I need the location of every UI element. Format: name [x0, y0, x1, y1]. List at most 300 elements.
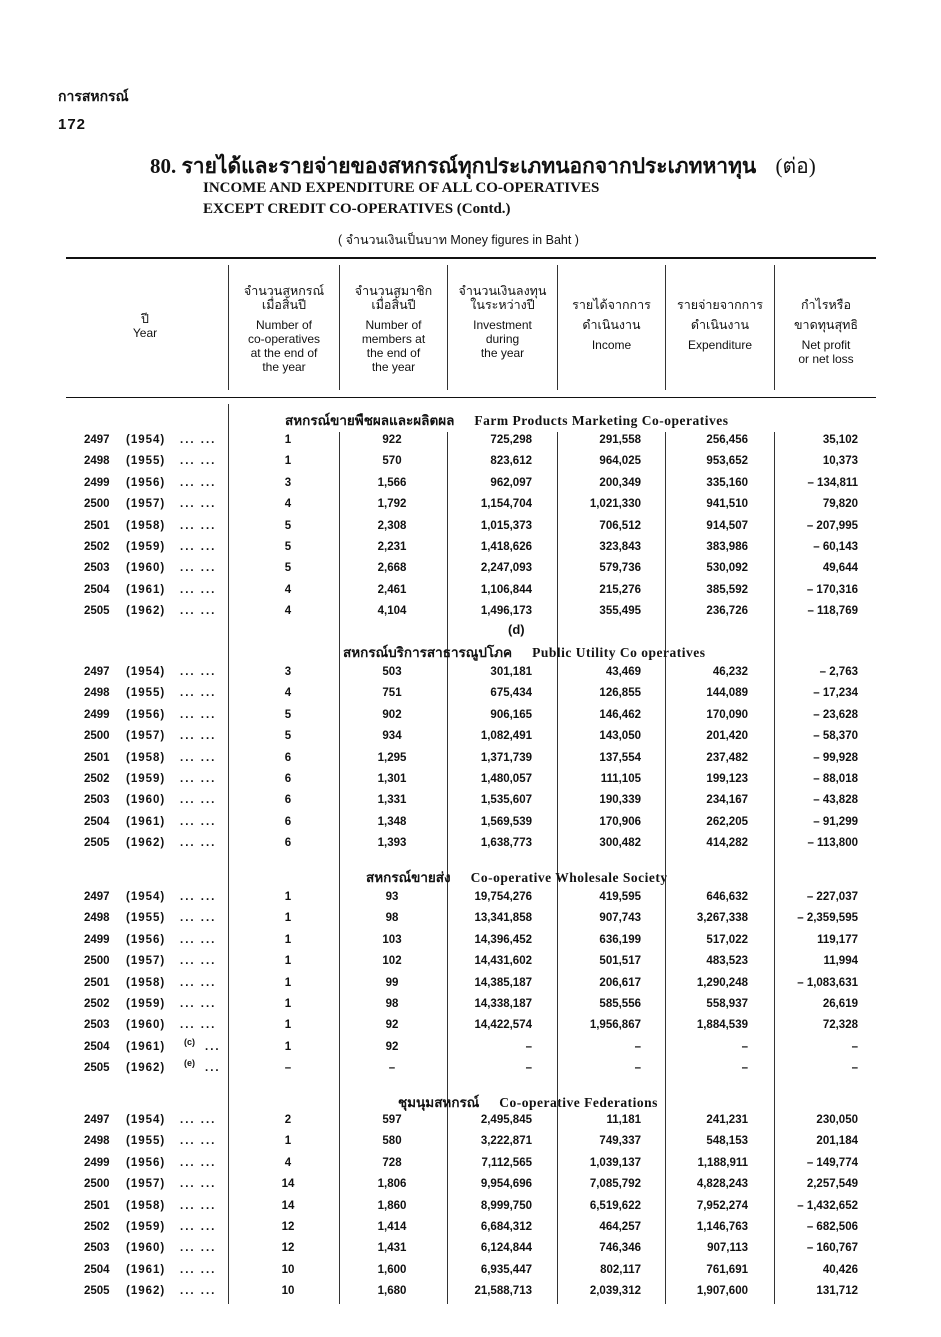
table-row	[0, 1058, 941, 1083]
cell-year-ce: (1960)	[126, 794, 166, 807]
col-header-netprofit-th1: กำไรหรือ	[800, 298, 852, 312]
cell-year-ce: (1959)	[126, 773, 166, 785]
cell-number: 3	[284, 666, 292, 678]
cell-investment: 1,082,491	[480, 730, 532, 743]
cell-year-ce: (1954)	[126, 666, 166, 678]
cell-members: 1,792	[377, 498, 407, 511]
cell-net-profit: 72,328	[822, 1019, 858, 1032]
cell-members: 934	[382, 730, 402, 743]
cell-income: 143,050	[599, 730, 641, 743]
title-english-line2: EXCEPT CREDIT CO-OPERATIVES (Contd.)	[203, 201, 511, 217]
cell-number: 4	[284, 605, 292, 618]
money-unit-note: ( จำนวนเงินเป็นบาท Money figures in Baht )	[338, 233, 579, 247]
cell-year-be: 2505	[84, 1285, 110, 1298]
cell-expenditure: 46,232	[712, 666, 748, 678]
cell-year-ce: (1955)	[126, 1135, 166, 1148]
table-row	[0, 1178, 941, 1199]
table-row	[0, 1135, 941, 1156]
cell-footnote-ref: (e)	[184, 1058, 195, 1069]
cell-income: 215,276	[599, 583, 641, 596]
cell-expenditure: 170,090	[706, 708, 748, 721]
table-row	[0, 934, 941, 955]
cell-net-profit: 11,994	[823, 955, 858, 968]
cell-number: 1	[284, 998, 292, 1010]
table-top-rule	[66, 257, 876, 259]
cell-leader-dots: ... ...	[180, 605, 217, 618]
cell-number: 1	[284, 1135, 292, 1148]
table-row	[0, 434, 941, 455]
header-divider	[228, 265, 229, 390]
cell-income: 636,199	[599, 933, 641, 946]
cell-year-be: 2501	[84, 751, 110, 764]
cell-year-be: 2499	[84, 1156, 110, 1169]
cell-investment: 1,569,539	[480, 815, 532, 828]
cell-year-be: 2502	[84, 998, 110, 1010]
cell-year-ce: (1955)	[126, 455, 166, 468]
cell-income: 802,117	[600, 1263, 641, 1276]
cell-expenditure: 144,089	[706, 687, 748, 700]
col-header-investment	[449, 284, 556, 360]
cell-investment: 6,124,844	[480, 1242, 532, 1255]
cell-number: 6	[284, 837, 292, 850]
col-header-number	[230, 284, 338, 374]
cell-members: 92	[385, 1040, 399, 1053]
cell-expenditure: 558,937	[706, 998, 748, 1010]
cell-year-be: 2504	[84, 1040, 110, 1053]
table-number: 80.	[150, 154, 177, 178]
cell-leader-dots: ... ...	[180, 1019, 217, 1032]
cell-investment: 14,422,574	[474, 1019, 532, 1032]
cell-net-profit: – 1,432,652	[797, 1199, 858, 1212]
table-row	[0, 455, 941, 476]
cell-footnote-ref: (c)	[184, 1036, 195, 1047]
cell-number: –	[284, 1062, 292, 1075]
cell-members: 2,308	[377, 519, 407, 532]
cell-income: 749,337	[599, 1135, 641, 1148]
cell-expenditure: 385,592	[706, 583, 748, 596]
cell-leader-dots: ... ...	[180, 541, 217, 553]
table-row	[0, 998, 941, 1019]
footnote-marker: (d)	[508, 622, 525, 637]
col-header-members-th1: จำนวนสมาชิก	[354, 284, 433, 298]
cell-year-be: 2499	[84, 476, 110, 489]
cell-income: 190,339	[599, 794, 641, 807]
cell-number: 5	[284, 519, 292, 532]
cell-net-profit: – 58,370	[813, 730, 858, 743]
cell-net-profit: 230,050	[816, 1114, 858, 1126]
cell-net-profit: 119,177	[817, 933, 858, 946]
cell-year-ce: (1962)	[126, 1285, 166, 1298]
cell-income: 126,855	[599, 687, 641, 700]
section-title-thai: สหกรณ์ขายส่ง	[366, 870, 451, 885]
table-title-english	[203, 178, 599, 220]
col-header-investment-en3: the year	[480, 346, 525, 360]
table-title-thai-text: รายได้และรายจ่ายของสหกรณ์ทุกประเภทนอกจากประเภทหาทุน	[181, 154, 757, 178]
cell-year-be: 2497	[84, 1114, 110, 1126]
cell-year-ce: (1961)	[126, 1263, 166, 1276]
cell-year-ce: (1954)	[126, 434, 166, 446]
cell-leader-dots: ... ...	[180, 1114, 217, 1126]
cell-members: 1,860	[377, 1199, 407, 1212]
title-english-line1: INCOME AND EXPENDITURE OF ALL CO-OPERATIVES	[203, 180, 600, 196]
cell-expenditure: 241,231	[706, 1114, 748, 1126]
cell-year-be: 2504	[84, 1263, 110, 1276]
cell-members: 922	[382, 434, 402, 446]
cell-investment: 14,385,187	[474, 976, 532, 989]
cell-number: 10	[281, 1263, 295, 1276]
cell-leader-dots: ... ...	[180, 519, 217, 532]
cell-leader-dots: ... ...	[180, 976, 217, 989]
cell-income: 419,595	[599, 891, 641, 903]
cell-leader-dots: ... ...	[180, 837, 217, 850]
cell-income: 355,495	[599, 605, 641, 618]
cell-members: 1,301	[377, 773, 407, 785]
table-row	[0, 1019, 941, 1040]
cell-expenditure: 383,986	[706, 541, 748, 553]
cell-expenditure: 201,420	[706, 730, 748, 743]
cell-investment: –	[525, 1062, 532, 1075]
cell-year-ce: (1957)	[126, 730, 166, 743]
cell-year-be: 2499	[84, 708, 110, 721]
cell-year-ce: (1960)	[126, 1019, 166, 1032]
section-title	[398, 1091, 658, 1113]
cell-income: 323,843	[599, 541, 641, 553]
col-header-year-en: Year	[132, 326, 158, 340]
cell-expenditure: 256,456	[706, 434, 748, 446]
col-header-expenditure-th2: ดำเนินงาน	[690, 318, 750, 332]
cell-net-profit: 26,619	[822, 998, 858, 1010]
col-header-netprofit	[776, 298, 876, 366]
cell-members: 597	[382, 1114, 402, 1126]
cell-investment: 8,999,750	[480, 1199, 532, 1212]
section-title-english: Co-operative Wholesale Society	[470, 870, 668, 885]
continued-mark: (ต่อ)	[775, 154, 816, 178]
cell-investment: 2,495,845	[480, 1114, 532, 1126]
cell-income: 1,021,330	[589, 498, 641, 511]
table-row	[0, 1200, 941, 1221]
cell-net-profit: – 113,800	[807, 837, 858, 850]
cell-net-profit: 201,184	[816, 1135, 858, 1148]
col-header-expenditure-th1: รายจ่ายจากการ	[677, 298, 763, 312]
cell-year-be: 2500	[84, 730, 110, 743]
cell-leader-dots: ... ...	[180, 562, 217, 575]
cell-number: 5	[284, 562, 292, 575]
section-title-thai: สหกรณ์ขายพืชผลและผลิตผล	[285, 413, 455, 428]
table-row	[0, 1114, 941, 1135]
cell-net-profit: –	[851, 1040, 858, 1053]
cell-year-be: 2505	[84, 837, 110, 850]
table-row	[0, 709, 941, 730]
table-row	[0, 584, 941, 605]
cell-net-profit: 49,644	[822, 562, 858, 575]
cell-leader-dots: ... ...	[180, 1178, 217, 1191]
cell-year-ce: (1957)	[126, 955, 166, 968]
cell-expenditure: 548,153	[706, 1135, 748, 1148]
table-row	[0, 891, 941, 912]
cell-members: 98	[385, 998, 399, 1010]
cell-members: 1,566	[377, 476, 407, 489]
cell-year-ce: (1957)	[126, 498, 166, 511]
cell-investment: 6,935,447	[480, 1263, 532, 1276]
cell-members: 1,680	[377, 1285, 407, 1298]
cell-net-profit: – 91,299	[813, 815, 858, 828]
cell-expenditure: 236,726	[706, 605, 748, 618]
cell-income: 706,512	[599, 519, 641, 532]
cell-investment: 1,480,057	[480, 773, 532, 785]
cell-number: 4	[284, 1156, 292, 1169]
cell-expenditure: 907,113	[707, 1242, 748, 1255]
cell-year-be: 2503	[84, 794, 110, 807]
table-row	[0, 837, 941, 858]
cell-year-ce: (1954)	[126, 1114, 166, 1126]
table-row	[0, 541, 941, 562]
table-row	[0, 666, 941, 687]
table-row	[0, 1242, 941, 1263]
cell-year-ce: (1958)	[126, 751, 166, 764]
cell-net-profit: 131,712	[816, 1285, 858, 1298]
cell-investment: 7,112,565	[481, 1156, 532, 1169]
col-header-year	[70, 312, 220, 340]
col-header-netprofit-en1: Net profit	[801, 338, 851, 352]
cell-year-be: 2498	[84, 1135, 110, 1148]
cell-income: 746,346	[599, 1242, 641, 1255]
col-header-number-en1: Number of	[255, 318, 313, 332]
section-title-english: Co-operative Federations	[499, 1095, 658, 1110]
cell-leader-dots: ... ...	[180, 794, 217, 807]
cell-year-be: 2497	[84, 434, 110, 446]
cell-leader-dots: ... ...	[180, 933, 217, 946]
cell-year-be: 2497	[84, 666, 110, 678]
cell-investment: 823,612	[490, 455, 532, 468]
cell-investment: 6,684,312	[480, 1221, 532, 1233]
cell-number: 5	[284, 541, 292, 553]
cell-leader-dots: ...	[205, 1040, 221, 1053]
cell-number: 5	[284, 730, 292, 743]
cell-members: –	[388, 1062, 396, 1075]
col-header-number-en2: co-operatives	[247, 332, 321, 346]
cell-investment: 14,338,187	[474, 998, 532, 1010]
col-header-income-th2: ดำเนินงาน	[582, 318, 641, 332]
cell-members: 1,431	[377, 1242, 407, 1255]
cell-members: 1,331	[377, 794, 407, 807]
cell-year-ce: (1959)	[126, 998, 166, 1010]
section-title-english: Farm Products Marketing Co-operatives	[474, 413, 729, 428]
col-header-investment-en2: during	[485, 332, 520, 346]
cell-year-be: 2498	[84, 455, 110, 468]
cell-leader-dots: ... ...	[180, 1199, 217, 1212]
cell-expenditure: 4,828,243	[696, 1178, 748, 1191]
cell-income: 146,462	[599, 708, 641, 721]
section-title-thai: ชุมนุมสหกรณ์	[398, 1095, 480, 1110]
cell-leader-dots: ... ...	[180, 1135, 217, 1148]
cell-expenditure: 1,146,763	[696, 1221, 748, 1233]
cell-number: 1	[284, 434, 292, 446]
cell-investment: 13,341,858	[474, 912, 532, 925]
header-divider	[339, 265, 340, 390]
cell-expenditure: –	[741, 1062, 748, 1075]
cell-number: 6	[284, 751, 292, 764]
table-row	[0, 520, 941, 541]
table-row	[0, 955, 941, 976]
cell-net-profit: – 134,811	[807, 476, 858, 489]
cell-income: 11,181	[606, 1114, 641, 1126]
cell-income: 2,039,312	[589, 1285, 641, 1298]
cell-income: 464,257	[599, 1221, 641, 1233]
cell-income: –	[634, 1040, 641, 1053]
cell-year-be: 2500	[84, 955, 110, 968]
cell-investment: 2,247,093	[480, 562, 532, 575]
col-header-number-en3: at the end of	[250, 346, 318, 360]
cell-income: 1,039,137	[589, 1156, 641, 1169]
cell-income: 43,469	[605, 666, 641, 678]
col-header-expenditure-en1: Expenditure	[687, 338, 753, 352]
cell-expenditure: 199,123	[706, 773, 748, 785]
cell-members: 2,231	[377, 541, 407, 553]
cell-year-ce: (1959)	[126, 1221, 166, 1233]
cell-members: 503	[382, 666, 402, 678]
col-header-number-en4: the year	[262, 360, 306, 374]
cell-number: 1	[284, 976, 292, 989]
cell-leader-dots: ... ...	[180, 730, 217, 743]
cell-year-be: 2498	[84, 687, 110, 700]
cell-members: 2,668	[377, 562, 407, 575]
cell-leader-dots: ... ...	[180, 1285, 217, 1298]
cell-members: 98	[385, 912, 399, 925]
col-header-income	[559, 298, 664, 352]
cell-number: 14	[281, 1178, 295, 1191]
cell-investment: 14,396,452	[474, 933, 532, 946]
cell-income: 585,556	[599, 998, 641, 1010]
table-row	[0, 687, 941, 708]
cell-year-be: 2504	[84, 583, 110, 596]
cell-expenditure: 1,884,539	[696, 1019, 748, 1032]
cell-year-ce: (1956)	[126, 476, 166, 489]
cell-year-ce: (1961)	[126, 1040, 166, 1053]
cell-members: 1,393	[377, 837, 407, 850]
cell-income: 907,743	[599, 912, 641, 925]
col-header-income-th1: รายได้จากการ	[572, 298, 651, 312]
cell-year-ce: (1958)	[126, 1199, 166, 1212]
col-header-expenditure	[667, 298, 773, 352]
cell-expenditure: 646,632	[706, 891, 748, 903]
cell-net-profit: – 170,316	[806, 583, 858, 596]
cell-members: 2,461	[377, 583, 407, 596]
cell-investment: 9,954,696	[480, 1178, 532, 1191]
cell-expenditure: 3,267,338	[696, 912, 748, 925]
cell-number: 1	[284, 1040, 292, 1053]
cell-year-ce: (1956)	[126, 933, 166, 946]
cell-net-profit: 79,820	[822, 498, 858, 511]
cell-year-ce: (1960)	[126, 562, 166, 575]
cell-year-ce: (1955)	[126, 912, 166, 925]
cell-number: 6	[284, 815, 292, 828]
cell-year-be: 2502	[84, 1221, 110, 1233]
cell-investment: 1,371,739	[480, 751, 532, 764]
cell-members: 728	[382, 1156, 402, 1169]
cell-income: 579,736	[599, 562, 641, 575]
cell-investment: 1,638,773	[480, 837, 532, 850]
cell-number: 10	[281, 1285, 295, 1298]
cell-investment: 906,165	[490, 708, 532, 721]
cell-expenditure: 941,510	[706, 498, 748, 511]
cell-net-profit: – 23,628	[813, 708, 858, 721]
cell-net-profit: 40,426	[822, 1263, 858, 1276]
cell-income: 7,085,792	[589, 1178, 641, 1191]
cell-expenditure: 483,523	[706, 955, 748, 968]
cell-number: 1	[284, 455, 292, 468]
col-header-investment-th1: จำนวนเงินลงทุน	[458, 284, 547, 298]
table-row	[0, 498, 941, 519]
cell-investment: 1,418,626	[480, 541, 532, 553]
cell-expenditure: 237,482	[706, 751, 748, 764]
header-divider	[774, 265, 775, 390]
table-row	[0, 773, 941, 794]
cell-net-profit: – 2,359,595	[797, 912, 858, 925]
table-row	[0, 816, 941, 837]
table-row	[0, 752, 941, 773]
cell-number: 12	[281, 1221, 295, 1233]
col-header-investment-th2: ในระหว่างปี	[470, 298, 535, 312]
cell-year-ce: (1962)	[126, 837, 166, 850]
cell-year-be: 2497	[84, 891, 110, 903]
cell-income: 964,025	[599, 455, 641, 468]
cell-members: 1,414	[377, 1221, 407, 1233]
cell-leader-dots: ... ...	[180, 666, 217, 678]
cell-year-be: 2501	[84, 1199, 110, 1212]
cell-investment: 301,181	[490, 666, 532, 678]
col-header-members-en3: the end of	[366, 346, 421, 360]
cell-net-profit: 10,373	[822, 455, 858, 468]
section-title-english: Public Utility Co operatives	[532, 645, 706, 660]
cell-year-ce: (1955)	[126, 687, 166, 700]
cell-expenditure: 1,188,911	[697, 1156, 748, 1169]
col-header-members-en4: the year	[371, 360, 416, 374]
col-header-income-en1: Income	[591, 338, 632, 352]
cell-number: 4	[284, 498, 292, 511]
col-header-number-th2: เมื่อสิ้นปี	[261, 298, 307, 312]
cell-year-ce: (1962)	[126, 605, 166, 618]
cell-members: 902	[382, 708, 402, 721]
cell-income: 111,105	[600, 773, 641, 785]
cell-members: 92	[385, 1019, 399, 1032]
cell-net-profit: – 1,083,631	[797, 976, 858, 989]
cell-income: 1,956,867	[589, 1019, 641, 1032]
col-header-investment-en1: Investment	[473, 318, 532, 332]
section-title	[366, 866, 668, 888]
cell-income: 300,482	[599, 837, 641, 850]
cell-year-be: 2503	[84, 1242, 110, 1255]
cell-year-be: 2505	[84, 1062, 110, 1075]
cell-year-be: 2504	[84, 815, 110, 828]
col-header-members-en2: members at	[361, 332, 426, 346]
cell-leader-dots: ... ...	[180, 455, 217, 468]
cell-investment: 1,496,173	[480, 605, 532, 618]
cell-investment: 14,431,602	[474, 955, 532, 968]
cell-year-be: 2503	[84, 562, 110, 575]
cell-income: –	[634, 1062, 641, 1075]
cell-leader-dots: ... ...	[180, 476, 217, 489]
cell-income: 501,517	[599, 955, 641, 968]
section-title-thai: สหกรณ์บริการสาธารณูปโภค	[343, 645, 513, 660]
cell-leader-dots: ... ...	[180, 815, 217, 828]
cell-leader-dots: ... ...	[180, 1263, 217, 1276]
cell-number: 6	[284, 794, 292, 807]
cell-net-profit: – 149,774	[806, 1156, 858, 1169]
cell-expenditure: 262,205	[706, 815, 748, 828]
cell-investment: 19,754,276	[474, 891, 532, 903]
cell-investment: 962,097	[490, 476, 532, 489]
col-header-year-th: ปี	[141, 312, 149, 326]
